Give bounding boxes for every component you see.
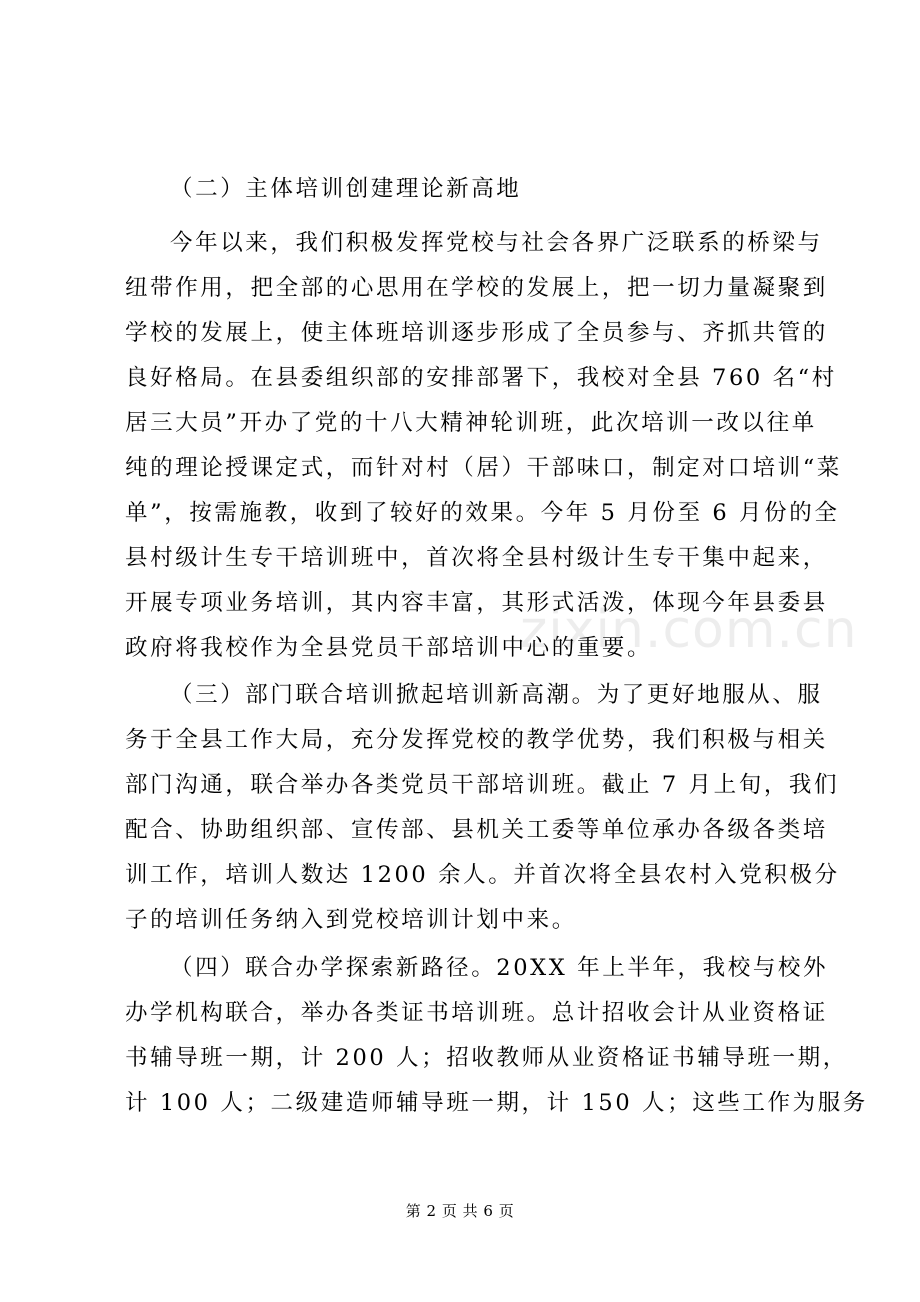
- paragraph-line: 开展专项业务培训，其内容丰富，其形式活泼，体现今年县委县: [125, 590, 828, 616]
- paragraph-line: 纽带作用，把全部的心思用在学校的发展上，把一切力量凝聚到: [125, 275, 828, 301]
- paragraph-line: 书辅导班一期，计 200 人；招收教师从业资格证书辅导班一期，: [125, 1045, 848, 1071]
- paragraph-line: 县村级计生专干培训班中，首次将全县村级计生专干集中起来，: [125, 545, 828, 571]
- paragraph-line: 政府将我校作为全县党员干部培训中心的重要。: [125, 635, 653, 661]
- page-footer: 第 2 页 共 6 页: [405, 1202, 515, 1220]
- paragraph-line: 办学机构联合，举办各类证书培训班。总计招收会计从业资格证: [125, 1000, 828, 1026]
- paragraph-line: 子的培训任务纳入到党校培训计划中来。: [125, 907, 577, 933]
- paragraph-line: 良好格局。在县委组织部的安排部署下，我校对全县 760 名“村: [125, 365, 837, 391]
- paragraph-line: 今年以来，我们积极发挥党校与社会各界广泛联系的桥梁与: [170, 230, 823, 256]
- paragraph-line: 训工作，培训人数达 1200 余人。并首次将全县农村入党积极分: [125, 862, 840, 888]
- paragraph-line: 纯的理论授课定式，而针对村（居）干部味口，制定对口培训“菜: [125, 455, 842, 481]
- paragraph-line: （四）联合办学探索新路径。20XX 年上半年，我校与校外: [170, 955, 829, 981]
- section-heading-2: （二）主体培训创建理论新高地: [170, 176, 522, 202]
- paragraph-line: 计 100 人；二级建造师辅导班一期，计 150 人；这些工作为服务: [125, 1090, 868, 1116]
- paragraph-line: 居三大员”开办了党的十八大精神轮训班，此次培训一改以往单: [125, 410, 817, 436]
- paragraph-line: （三）部门联合培训掀起培训新高潮。为了更好地服从、服: [170, 682, 823, 708]
- watermark: zixin.com.cn: [520, 600, 858, 660]
- paragraph-line: 单”，按需施教，收到了较好的效果。今年 5 月份至 6 月份的全: [125, 500, 840, 526]
- paragraph-line: 部门沟通，联合举办各类党员干部培训班。截止 7 月上旬，我们: [125, 772, 840, 798]
- paragraph-line: 务于全县工作大局，充分发挥党校的教学优势，我们积极与相关: [125, 727, 828, 753]
- paragraph-line: 配合、协助组织部、宣传部、县机关工委等单位承办各级各类培: [125, 817, 828, 843]
- paragraph-line: 学校的发展上，使主体班培训逐步形成了全员参与、齐抓共管的: [125, 320, 828, 346]
